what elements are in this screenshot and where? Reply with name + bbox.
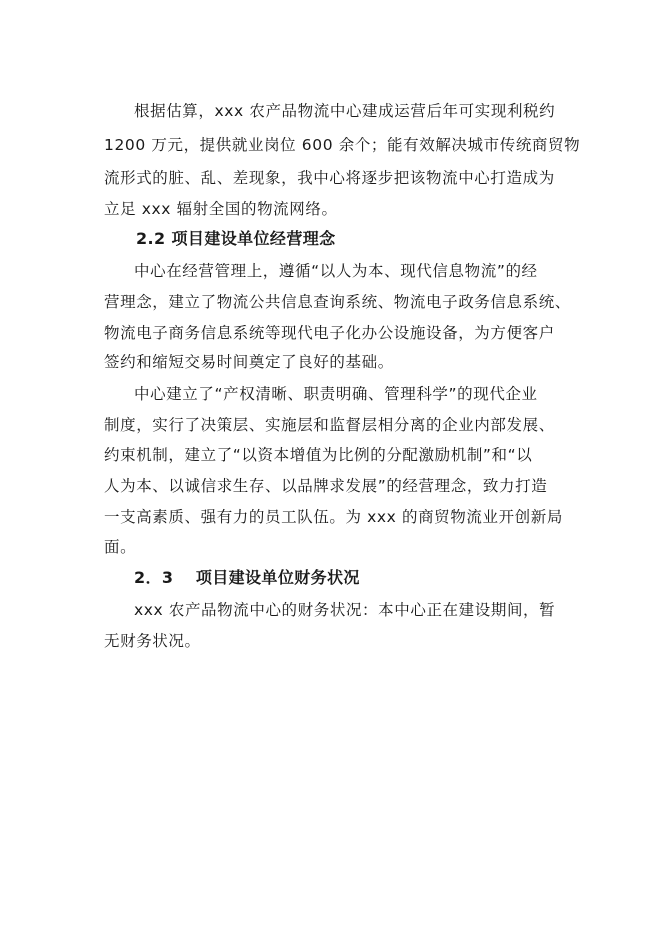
- section-heading-2-2: 2.2 项目建设单位经营理念: [136, 229, 336, 248]
- paragraph-line: 约束机制，建立了“以资本增值为比例的分配激励机制”和“以: [104, 446, 533, 464]
- paragraph-line: 人为本、以诚信求生存、以品牌求发展”的经营理念，致力打造: [104, 477, 548, 495]
- paragraph-line: 根据估算，xxx 农产品物流中心建成运营后年可实现利税约: [134, 102, 556, 120]
- paragraph-line: 中心在经营管理上，遵循“以人为本、现代信息物流”的经: [134, 262, 538, 280]
- paragraph-line: 流形式的脏、乱、差现象，我中心将逐步把该物流中心打造成为: [104, 169, 555, 187]
- paragraph-line: 无财务状况。: [104, 632, 201, 650]
- paragraph-line: 1200 万元，提供就业岗位 600 余个；能有效解决城市传统商贸物: [104, 136, 581, 154]
- section-heading-2-3: 2．3 项目建设单位财务状况: [134, 568, 360, 587]
- paragraph-line: 营理念，建立了物流公共信息查询系统、物流电子政务信息系统、: [104, 293, 571, 311]
- paragraph-line: 面。: [104, 538, 137, 556]
- paragraph-line: 签约和缩短交易时间奠定了良好的基础。: [104, 353, 394, 371]
- paragraph-line: 制度，实行了决策层、实施层和监督层相分离的企业内部发展、: [104, 416, 555, 434]
- paragraph-line: 物流电子商务信息系统等现代电子化办公设施设备，为方便客户: [104, 324, 555, 342]
- paragraph-line: 立足 xxx 辐射全国的物流网络。: [104, 200, 338, 218]
- paragraph-line: xxx 农产品物流中心的财务状况：本中心正在建设期间，暂: [134, 601, 556, 619]
- paragraph-line: 中心建立了“产权清晰、职责明确、管理科学”的现代企业: [134, 385, 538, 403]
- paragraph-line: 一支高素质、强有力的员工队伍。为 xxx 的商贸物流业开创新局: [104, 508, 563, 526]
